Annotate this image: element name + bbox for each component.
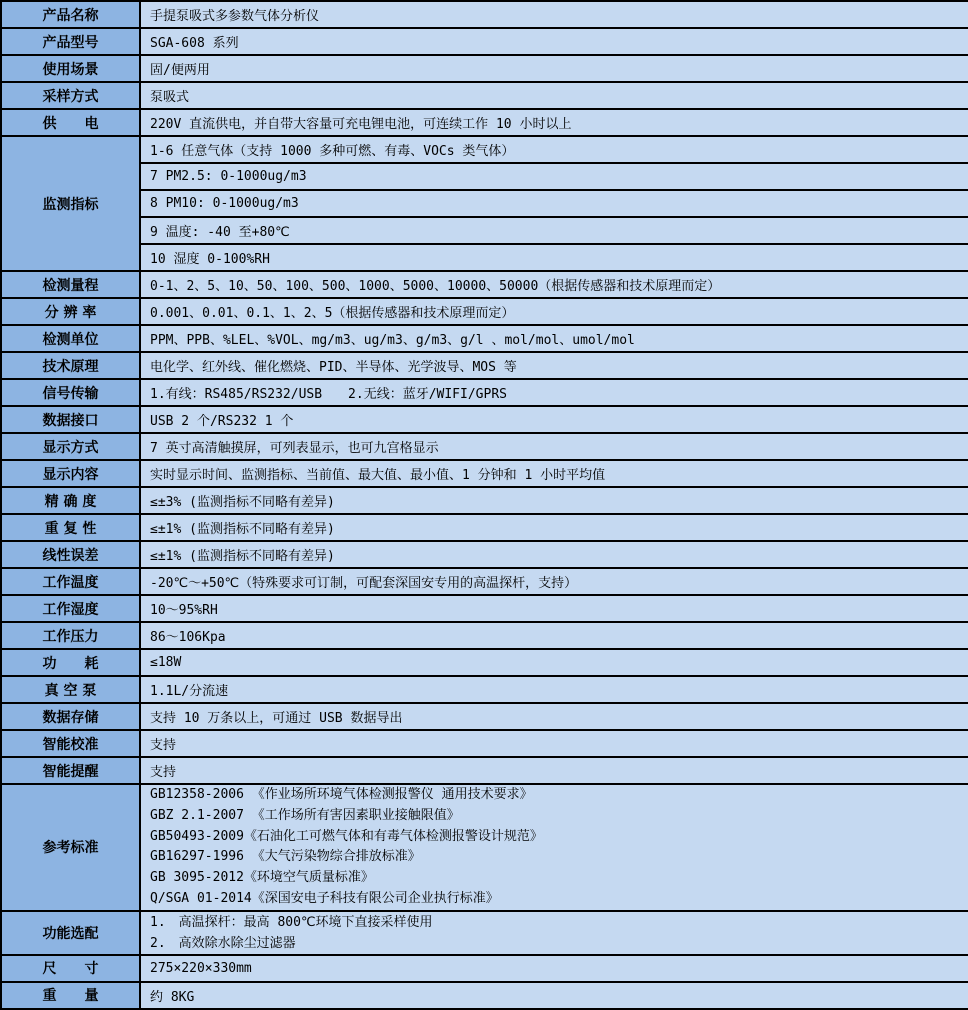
standard-line: GB16297-1996 《大气污染物综合排放标准》 xyxy=(150,849,421,865)
spec-value: ≤±3% (监测指标不同略有差异) xyxy=(140,487,968,514)
spec-value: ≤18W xyxy=(140,649,968,676)
spec-value: 实时显示时间、监测指标、当前值、最大值、最小值、1 分钟和 1 小时平均值 xyxy=(140,460,968,487)
spec-label: 工作温度 xyxy=(1,568,140,595)
table-row xyxy=(1,109,968,136)
spec-label: 检测单位 xyxy=(1,325,140,352)
spec-value: 0-1、2、5、10、50、100、500、1000、5000、10000、50000（根据传感器和技术原理而定） xyxy=(140,271,968,298)
table-row xyxy=(1,541,968,568)
spec-value: 1-6 任意气体（支持 1000 多种可燃、有毒、VOCs 类气体） xyxy=(140,136,968,163)
spec-label: 显示内容 xyxy=(1,460,140,487)
table-row xyxy=(1,595,968,622)
table-row xyxy=(1,487,968,514)
spec-label: 尺 寸 xyxy=(1,955,140,982)
table-row xyxy=(1,460,968,487)
spec-label: 参考标准 xyxy=(1,784,140,911)
spec-value: 10～95%RH xyxy=(140,595,968,622)
spec-label: 真 空 泵 xyxy=(1,676,140,703)
spec-value: 7 英寸高清触摸屏，可列表显示，也可九宫格显示 xyxy=(140,433,968,460)
table-row xyxy=(1,244,968,271)
standard-line: GB 3095-2012《环境空气质量标准》 xyxy=(150,870,374,886)
spec-value: 8 PM10: 0-1000ug/m3 xyxy=(140,190,968,217)
table-row xyxy=(1,757,968,784)
spec-value: 泵吸式 xyxy=(140,82,968,109)
spec-value: 9 温度: -40 至+80℃ xyxy=(140,217,968,244)
spec-label: 功 耗 xyxy=(1,649,140,676)
table-row xyxy=(1,911,968,955)
spec-label: 重 量 xyxy=(1,982,140,1009)
table-row xyxy=(1,955,968,982)
table-row xyxy=(1,649,968,676)
spec-value: ≤±1% (监测指标不同略有差异) xyxy=(140,514,968,541)
table-row xyxy=(1,28,968,55)
table-row xyxy=(1,55,968,82)
spec-value: -20℃～+50℃（特殊要求可订制，可配套深国安专用的高温探杆，支持） xyxy=(140,568,968,595)
option-line: 1. 高温探杆：最高 800℃环境下直接采样使用 xyxy=(150,914,433,930)
spec-label: 智能提醒 xyxy=(1,757,140,784)
table-row xyxy=(1,271,968,298)
spec-label: 工作压力 xyxy=(1,622,140,649)
table-row xyxy=(1,406,968,433)
spec-label: 显示方式 xyxy=(1,433,140,460)
table-row xyxy=(1,325,968,352)
table-row xyxy=(1,730,968,757)
spec-value: 0.001、0.01、0.1、1、2、5（根据传感器和技术原理而定） xyxy=(140,298,968,325)
table-row xyxy=(1,622,968,649)
spec-label: 供 电 xyxy=(1,109,140,136)
spec-value: 1.1L/分流速 xyxy=(140,676,968,703)
spec-value: 约 8KG xyxy=(140,982,968,1009)
table-row xyxy=(1,379,968,406)
spec-label: 重 复 性 xyxy=(1,514,140,541)
spec-value: 手提泵吸式多参数气体分析仪 xyxy=(140,1,968,28)
table-row xyxy=(1,82,968,109)
table-row xyxy=(1,514,968,541)
spec-value-options xyxy=(140,911,968,955)
table-row xyxy=(1,703,968,730)
spec-label: 信号传输 xyxy=(1,379,140,406)
spec-label: 产品型号 xyxy=(1,28,140,55)
spec-value: 220V 直流供电，并自带大容量可充电锂电池，可连续工作 10 小时以上 xyxy=(140,109,968,136)
spec-value: 275×220×330mm xyxy=(140,955,968,982)
spec-value: 支持 xyxy=(140,757,968,784)
spec-label: 采样方式 xyxy=(1,82,140,109)
spec-label: 工作湿度 xyxy=(1,595,140,622)
table-row xyxy=(1,136,968,163)
spec-label: 功能选配 xyxy=(1,911,140,955)
spec-value: 7 PM2.5: 0-1000ug/m3 xyxy=(140,163,968,190)
spec-label: 监测指标 xyxy=(1,136,140,271)
spec-label: 智能校准 xyxy=(1,730,140,757)
spec-value: 支持 xyxy=(140,730,968,757)
spec-label: 线性误差 xyxy=(1,541,140,568)
spec-label: 分 辨 率 xyxy=(1,298,140,325)
table-row xyxy=(1,568,968,595)
spec-value: 支持 10 万条以上，可通过 USB 数据导出 xyxy=(140,703,968,730)
spec-value: PPM、PPB、%LEL、%VOL、mg/m3、ug/m3、g/m3、g/l 、mol/mol、umol/mol xyxy=(140,325,968,352)
spec-value: 10 湿度 0-100%RH xyxy=(140,244,968,271)
standard-line: Q/SGA 01-2014《深国安电子科技有限公司企业执行标准》 xyxy=(150,890,499,906)
table-row xyxy=(1,433,968,460)
spec-value: 86～106Kpa xyxy=(140,622,968,649)
option-line: 2. 高效除水除尘过滤器 xyxy=(150,935,296,951)
standard-line: GB50493-2009《石油化工可燃气体和有毒气体检测报警设计规范》 xyxy=(150,828,543,844)
spec-value: ≤±1% (监测指标不同略有差异) xyxy=(140,541,968,568)
table-row xyxy=(1,1,968,28)
spec-value-standards xyxy=(140,784,968,911)
spec-value: 电化学、红外线、催化燃烧、PID、半导体、光学波导、MOS 等 xyxy=(140,352,968,379)
spec-label: 数据接口 xyxy=(1,406,140,433)
table-row xyxy=(1,217,968,244)
table-row xyxy=(1,190,968,217)
spec-value: SGA-608 系列 xyxy=(140,28,968,55)
standard-line: GBZ 2.1-2007 《工作场所有害因素职业接触限值》 xyxy=(150,807,460,823)
table-row xyxy=(1,298,968,325)
spec-value: USB 2 个/RS232 1 个 xyxy=(140,406,968,433)
spec-value: 1.有线：RS485/RS232/USB 2.无线：蓝牙/WIFI/GPRS xyxy=(140,379,968,406)
spec-label: 检测量程 xyxy=(1,271,140,298)
standard-line: GB12358-2006 《作业场所环境气体检测报警仪 通用技术要求》 xyxy=(150,787,533,802)
table-row xyxy=(1,784,968,911)
table-row xyxy=(1,676,968,703)
table-row xyxy=(1,163,968,190)
spec-value: 固/便两用 xyxy=(140,55,968,82)
spec-label: 产品名称 xyxy=(1,1,140,28)
table-row xyxy=(1,352,968,379)
table-row xyxy=(1,982,968,1009)
spec-label: 技术原理 xyxy=(1,352,140,379)
spec-label: 数据存储 xyxy=(1,703,140,730)
spec-label: 精 确 度 xyxy=(1,487,140,514)
spec-label: 使用场景 xyxy=(1,55,140,82)
